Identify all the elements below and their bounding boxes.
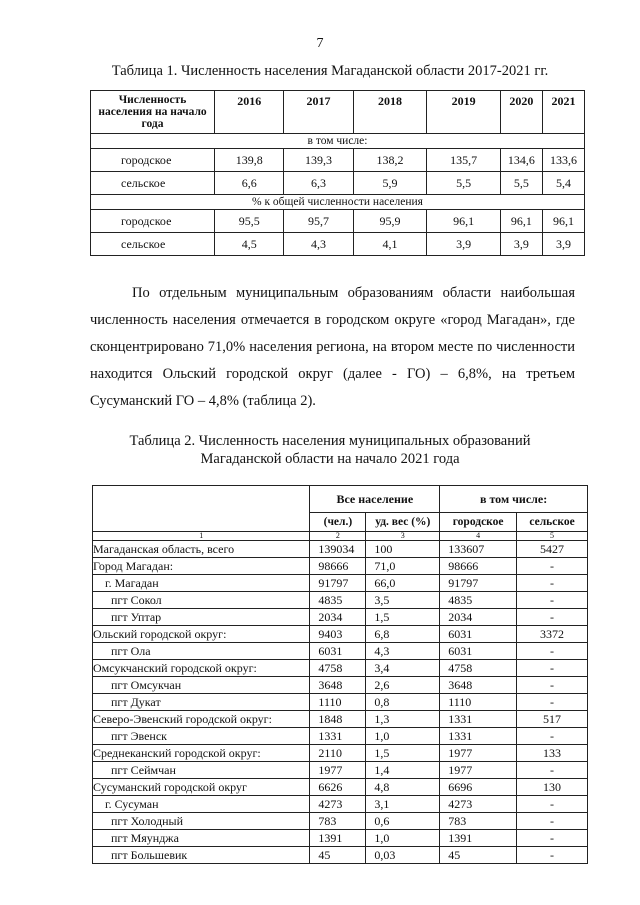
row-label: городское — [91, 210, 215, 233]
row-name: пгт Уптар — [93, 609, 310, 626]
column-number: 5 — [517, 532, 588, 541]
rural-cell: - — [517, 677, 588, 694]
value-cell: 95,5 — [215, 210, 284, 233]
people-cell: 1110 — [310, 694, 366, 711]
urban-cell: 6031 — [440, 643, 517, 660]
table-row — [93, 626, 588, 643]
people-cell: 91797 — [310, 575, 366, 592]
share-cell: 3,1 — [366, 796, 440, 813]
urban-cell: 98666 — [440, 558, 517, 575]
column-number: 2 — [310, 532, 366, 541]
share-cell: 4,8 — [366, 779, 440, 796]
share-cell: 66,0 — [366, 575, 440, 592]
rural-cell: - — [517, 643, 588, 660]
share-cell: 1,0 — [366, 728, 440, 745]
table-row — [93, 643, 588, 660]
urban-cell: 3648 — [440, 677, 517, 694]
table2-body — [93, 541, 588, 864]
value-cell: 5,5 — [427, 172, 501, 195]
year-cell: 2020 — [500, 91, 542, 134]
value-cell: 133,6 — [542, 149, 584, 172]
table1-caption: Таблица 1. Численность населения Магаданской области 2017-2021 гг. — [111, 63, 549, 79]
table2-caption — [80, 432, 580, 468]
people-cell: 1331 — [310, 728, 366, 745]
table-row — [93, 796, 588, 813]
table-row — [93, 728, 588, 745]
share-cell: 1,0 — [366, 830, 440, 847]
value-cell: 4,1 — [353, 233, 427, 256]
year-cell: 2019 — [427, 91, 501, 134]
urban-cell: 6031 — [440, 626, 517, 643]
value-cell: 135,7 — [427, 149, 501, 172]
header-including: в том числе: — [440, 486, 588, 513]
table-row — [93, 762, 588, 779]
value-cell: 5,5 — [500, 172, 542, 195]
share-cell: 0,8 — [366, 694, 440, 711]
table1-section-incl: в том числе: — [91, 134, 585, 149]
people-cell: 2110 — [310, 745, 366, 762]
rural-cell: - — [517, 813, 588, 830]
table-row — [93, 847, 588, 864]
value-cell: 5,4 — [542, 172, 584, 195]
value-cell: 95,7 — [284, 210, 353, 233]
people-cell: 4758 — [310, 660, 366, 677]
value-cell: 6,6 — [215, 172, 284, 195]
people-cell: 3648 — [310, 677, 366, 694]
people-cell: 6031 — [310, 643, 366, 660]
value-cell: 96,1 — [427, 210, 501, 233]
people-cell: 4273 — [310, 796, 366, 813]
share-cell: 71,0 — [366, 558, 440, 575]
value-cell: 139,3 — [284, 149, 353, 172]
row-name: Ольский городской округ: — [93, 626, 310, 643]
year-cell: 2021 — [542, 91, 584, 134]
value-cell: 138,2 — [353, 149, 427, 172]
table1 — [90, 90, 585, 256]
table2-corner — [93, 486, 310, 532]
row-name: Сусуманский городской округ — [93, 779, 310, 796]
table-row — [93, 558, 588, 575]
header-share: уд. вес (%) — [366, 513, 440, 532]
column-number: 1 — [93, 532, 310, 541]
rural-cell: - — [517, 558, 588, 575]
table-row — [93, 830, 588, 847]
urban-cell: 4758 — [440, 660, 517, 677]
share-cell: 1,5 — [366, 609, 440, 626]
row-name: Омсукчанский городской округ: — [93, 660, 310, 677]
value-cell: 139,8 — [215, 149, 284, 172]
value-cell: 4,5 — [215, 233, 284, 256]
table-row — [93, 575, 588, 592]
people-cell: 139034 — [310, 541, 366, 558]
year-cell: 2017 — [284, 91, 353, 134]
table-row — [93, 609, 588, 626]
row-name: г. Магадан — [93, 575, 310, 592]
share-cell: 0,03 — [366, 847, 440, 864]
page-number: 7 — [316, 36, 324, 51]
urban-cell: 1331 — [440, 728, 517, 745]
share-cell: 3,4 — [366, 660, 440, 677]
year-cell: 2016 — [215, 91, 284, 134]
urban-cell: 783 — [440, 813, 517, 830]
table1-section-pct: % к общей численности населения — [91, 195, 585, 210]
header-people: (чел.) — [310, 513, 366, 532]
table-row — [93, 813, 588, 830]
people-cell: 1977 — [310, 762, 366, 779]
share-cell: 4,3 — [366, 643, 440, 660]
row-name: пгт Ола — [93, 643, 310, 660]
table-row — [93, 711, 588, 728]
table2-caption-line1: Таблица 2. Численность населения муниципальных образований — [129, 433, 531, 449]
value-cell: 4,3 — [284, 233, 353, 256]
header-rural: сельское — [517, 513, 588, 532]
row-name: пгт Эвенск — [93, 728, 310, 745]
header-all-population: Все население — [310, 486, 440, 513]
table-row — [93, 779, 588, 796]
table1-header-label: Численность населения на начало года — [91, 91, 215, 134]
row-label: сельское — [91, 172, 215, 195]
rural-cell: - — [517, 575, 588, 592]
people-cell: 783 — [310, 813, 366, 830]
share-cell: 3,5 — [366, 592, 440, 609]
header-urban: городское — [440, 513, 517, 532]
table-row — [93, 745, 588, 762]
row-name: пгт Большевик — [93, 847, 310, 864]
column-number: 4 — [440, 532, 517, 541]
column-number: 3 — [366, 532, 440, 541]
people-cell: 2034 — [310, 609, 366, 626]
rural-cell: 3372 — [517, 626, 588, 643]
row-name: Северо-Эвенский городской округ: — [93, 711, 310, 728]
value-cell: 6,3 — [284, 172, 353, 195]
share-cell: 6,8 — [366, 626, 440, 643]
urban-cell: 1110 — [440, 694, 517, 711]
rural-cell: - — [517, 847, 588, 864]
share-cell: 1,4 — [366, 762, 440, 779]
row-name: Среднеканский городской округ: — [93, 745, 310, 762]
rural-cell: - — [517, 592, 588, 609]
urban-cell: 1977 — [440, 762, 517, 779]
value-cell: 3,9 — [500, 233, 542, 256]
rural-cell: - — [517, 762, 588, 779]
people-cell: 9403 — [310, 626, 366, 643]
urban-cell: 2034 — [440, 609, 517, 626]
rural-cell: 5427 — [517, 541, 588, 558]
share-cell: 1,5 — [366, 745, 440, 762]
value-cell: 95,9 — [353, 210, 427, 233]
row-name: пгт Омсукчан — [93, 677, 310, 694]
rural-cell: - — [517, 796, 588, 813]
row-name: пгт Мяунджа — [93, 830, 310, 847]
row-name: Магаданская область, всего — [93, 541, 310, 558]
value-cell: 96,1 — [500, 210, 542, 233]
value-cell: 3,9 — [427, 233, 501, 256]
urban-cell: 91797 — [440, 575, 517, 592]
row-name: г. Сусуман — [93, 796, 310, 813]
year-cell: 2018 — [353, 91, 427, 134]
rural-cell: - — [517, 694, 588, 711]
share-cell: 100 — [366, 541, 440, 558]
people-cell: 1391 — [310, 830, 366, 847]
value-cell: 3,9 — [542, 233, 584, 256]
value-cell: 5,9 — [353, 172, 427, 195]
row-label: городское — [91, 149, 215, 172]
people-cell: 4835 — [310, 592, 366, 609]
people-cell: 6626 — [310, 779, 366, 796]
rural-cell: - — [517, 660, 588, 677]
people-cell: 1848 — [310, 711, 366, 728]
urban-cell: 45 — [440, 847, 517, 864]
table-row — [93, 677, 588, 694]
rural-cell: - — [517, 728, 588, 745]
urban-cell: 6696 — [440, 779, 517, 796]
value-cell: 134,6 — [500, 149, 542, 172]
body-paragraph — [90, 280, 575, 415]
value-cell: 96,1 — [542, 210, 584, 233]
table-row — [93, 541, 588, 558]
row-name: пгт Дукат — [93, 694, 310, 711]
urban-cell: 4835 — [440, 592, 517, 609]
table-row — [93, 660, 588, 677]
people-cell: 98666 — [310, 558, 366, 575]
row-name: Город Магадан: — [93, 558, 310, 575]
rural-cell: - — [517, 609, 588, 626]
table-row — [93, 592, 588, 609]
table2 — [92, 485, 588, 864]
rural-cell: 133 — [517, 745, 588, 762]
people-cell: 45 — [310, 847, 366, 864]
row-name: пгт Сеймчан — [93, 762, 310, 779]
rural-cell: 517 — [517, 711, 588, 728]
share-cell: 0,6 — [366, 813, 440, 830]
row-name: пгт Сокол — [93, 592, 310, 609]
row-name: пгт Холодный — [93, 813, 310, 830]
rural-cell: - — [517, 830, 588, 847]
urban-cell: 1331 — [440, 711, 517, 728]
urban-cell: 1391 — [440, 830, 517, 847]
rural-cell: 130 — [517, 779, 588, 796]
urban-cell: 1977 — [440, 745, 517, 762]
share-cell: 1,3 — [366, 711, 440, 728]
urban-cell: 4273 — [440, 796, 517, 813]
table-row — [93, 694, 588, 711]
paragraph-text: По отдельным муниципальным образованиям области наибольшая численность населения отмечается в городском округе «город Магадан», где сконцентрировано 71,0% населения региона, на втором месте по численности находится Ольский городской округ (далее - ГО) – 6,8%, на третьем Сусуманский ГО – 4,8% (таблица 2). — [90, 285, 575, 409]
row-label: сельское — [91, 233, 215, 256]
urban-cell: 133607 — [440, 541, 517, 558]
share-cell: 2,6 — [366, 677, 440, 694]
table2-caption-line2: Магаданской области на начало 2021 года — [200, 451, 460, 467]
